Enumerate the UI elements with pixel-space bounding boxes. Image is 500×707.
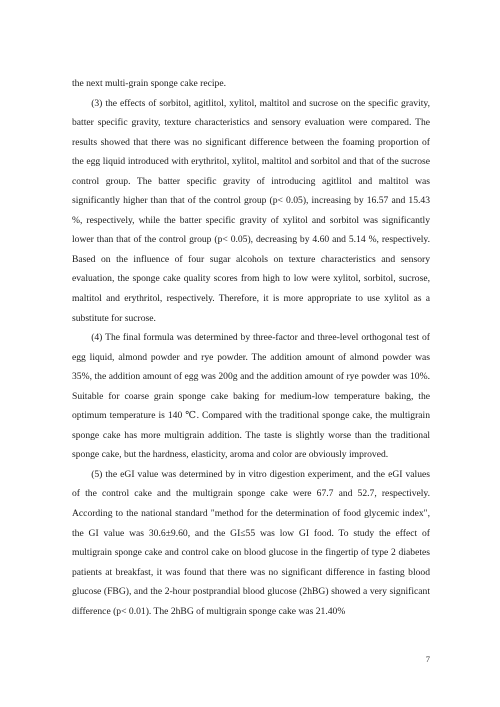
paragraph-orthogonal-test: (4) The final formula was determined by three-factor and three-level orthogonal test of egg liquid, almond powder and rye powder. The addition amount of almond powder was 35%, the addition amount of egg was 200g and the addition amount of rye powder was 10%. Suitable for coarse grain sponge cake baking for medium-low temperature baking, the optimum temperature is 140 ℃. Compared with the traditional sponge cake, the multigrain sponge cake has more multigrain addition. The taste is slightly worse than the traditional sponge cake, but the hardness, elasticity, aroma and color are obviously improved. bbox=[72, 332, 430, 461]
paragraph-continuation: the next multi-grain sponge cake recipe. bbox=[72, 78, 226, 89]
paragraph-sugar-alcohols: (3) the effects of sorbitol, agitlitol, xylitol, maltitol and sucrose on the specific gravity, batter specific gravity, texture characteristics and sensory evaluation were compared. The results showed that there was no significant difference between the foaming proportion of the egg liquid introduced with erythritol, xylitol, maltitol and sorbitol and that of the sucrose control group. The batter specific gravity of introducing agitlitol and maltitol was significantly higher than that of the control group (p< 0.05), increasing by 16.57 and 15.43 %, respectively, while the batter specific gravity of xylitol and sorbitol was significantly lower than that of the control group (p< 0.05), decreasing by 4.60 and 5.14 %, respectively. Based on the influence of four sugar alcohols on texture characteristics and sensory evaluation, the sponge cake quality scores from high to low were xylitol, sorbitol, sucrose, maltitol and erythritol, respectively. Therefore, it is more appropriate to use xylitol as a substitute for sucrose. bbox=[72, 97, 430, 324]
body-text bbox=[72, 74, 430, 621]
page-number: 7 bbox=[425, 654, 430, 664]
paragraph-egi-blood-glucose: (5) the eGI value was determined by in vitro digestion experiment, and the eGI values of the control cake and the multigrain sponge cake were 67.7 and 52.7, respectively. According to the national standard "method for the determination of food glycemic index", the GI value was 30.6±9.60, and the GI≤55 was low GI food. To study the effect of multigrain sponge cake and control cake on blood glucose in the fingertip of type 2 diabetes patients at breakfast, it was found that there was no significant difference in fasting blood glucose (FBG), and the 2-hour postprandial blood glucose (2hBG) showed a very significant difference (p< 0.01). The 2hBG of multigrain sponge cake was 21.40% bbox=[72, 468, 430, 617]
